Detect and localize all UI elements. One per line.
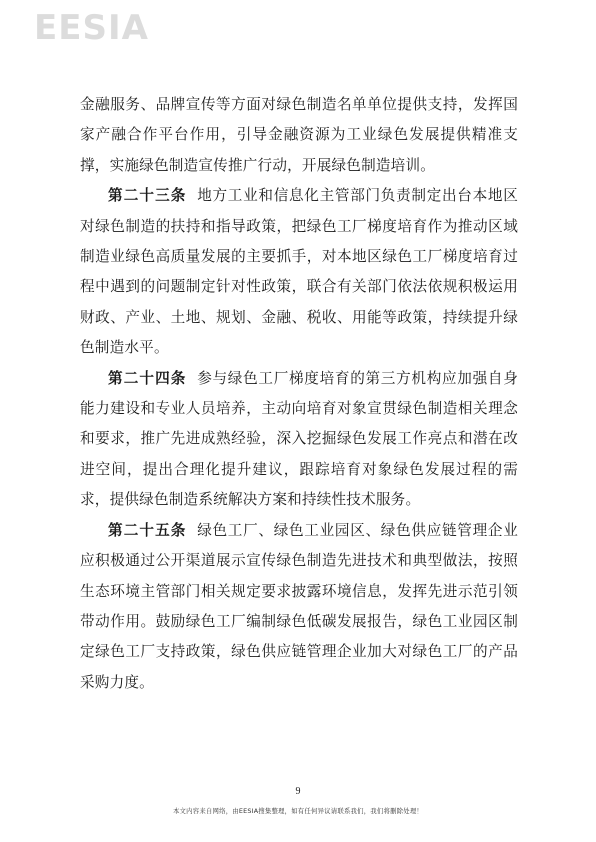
article-25-text: 绿色工厂、绿色工业园区、绿色供应链管理企业应积极通过公开渠道展示宣传绿色制造先进技术和典型做法，按照生态环境主管部门相关规定要求披露环境信息，发挥先进示范引领带动作用。鼓励绿色工厂编制绿色低碳发展报告，绿色工业园区制定绿色工厂支持政策，绿色供应链管理企业加大对绿色工厂的产品采购力度。 (80, 521, 518, 691)
article-23-text: 地方工业和信息化主管部门负责制定出台本地区对绿色制造的扶持和指导政策，把绿色工厂梯度培育作为推动区域制造业绿色高质量发展的主要抓手，对本地区绿色工厂梯度培育过程中遇到的问题制定针对性政策，联合有关部门依法依规积极运用财政、产业、土地、规划、金融、税收、用能等政策，持续提升绿色制造水平。 (80, 187, 518, 357)
intro-paragraph: 金融服务、品牌宣传等方面对绿色制造名单单位提供支持，发挥国家产融合作平台作用，引导金融资源为工业绿色发展提供精准支撑，实施绿色制造宣传推广行动，开展绿色制造培训。 (80, 96, 518, 174)
article-24-paragraph (80, 364, 518, 516)
article-25-paragraph (80, 516, 518, 698)
article-24-text: 参与绿色工厂梯度培育的第三方机构应加强自身能力建设和专业人员培养，主动向培育对象宣贯绿色制造相关理念和要求，推广先进成熟经验，深入挖掘绿色发展工作亮点和潜在改进空间，提出合理化提升建议，跟踪培育对象绿色发展过程的需求，提供绿色制造系统解决方案和持续性技术服务。 (80, 369, 518, 509)
article-23-heading: 第二十三条 (108, 187, 187, 205)
document-body (80, 90, 518, 698)
page-number: 9 (295, 786, 301, 797)
eesia-watermark-logo: EESIA (34, 8, 149, 48)
article-25-heading: 第二十五条 (108, 521, 187, 539)
article-24-heading: 第二十四条 (108, 369, 187, 387)
footer-disclaimer: 本文内容来自网络，由EESIA搜集整理，如有任何异议请联系我们，我们将删除处理！ (172, 807, 424, 815)
article-23-paragraph (80, 181, 518, 363)
